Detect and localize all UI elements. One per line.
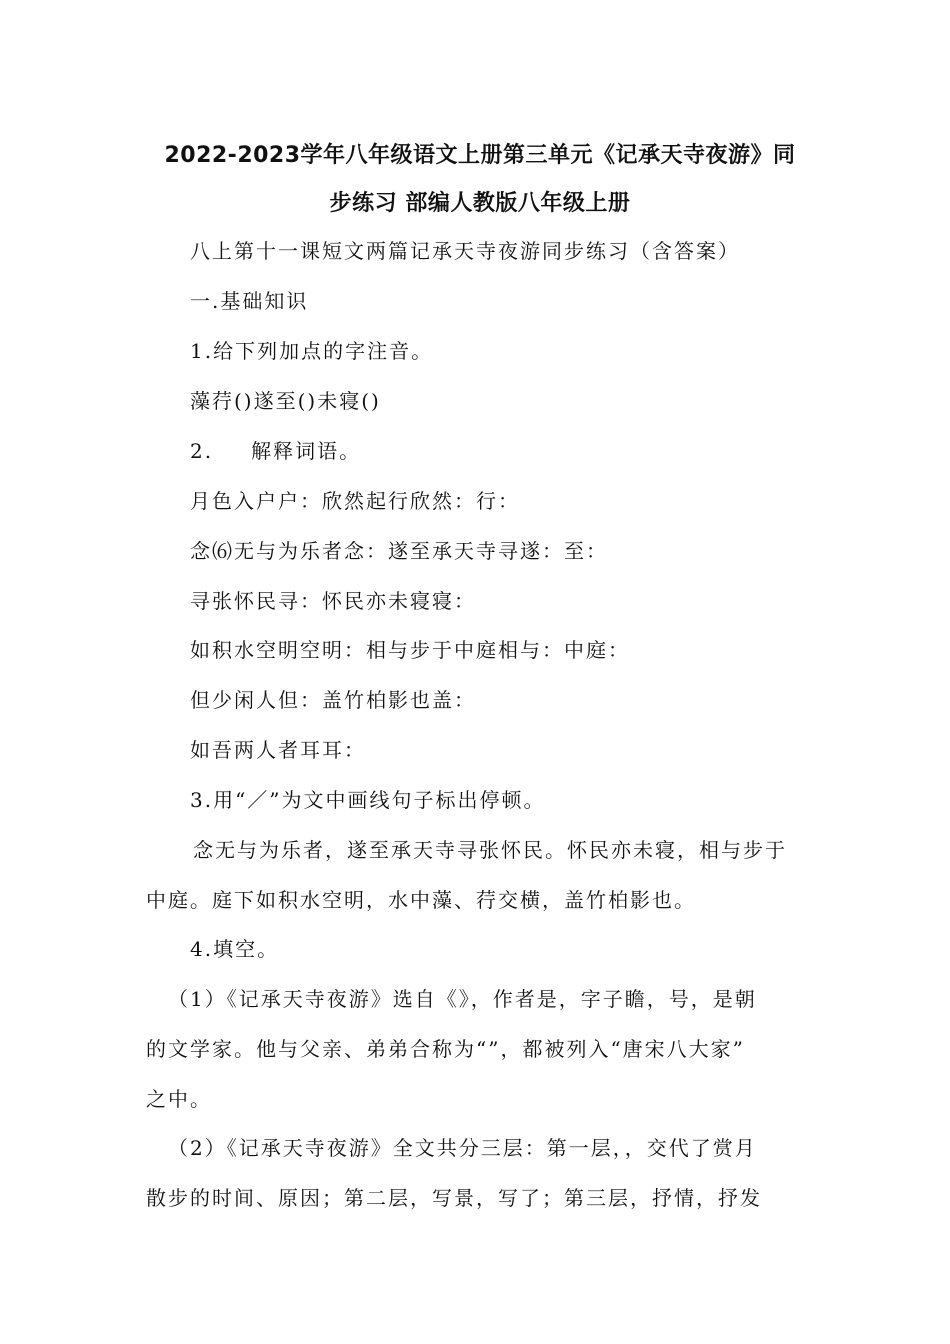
subtitle: 八上第十一课短文两篇记承天寺夜游同步练习（含答案）	[190, 239, 740, 263]
question-4-part-2-line-2: 散步的时间、原因；第二层，写景，写了；第三层，抒情，抒发	[146, 1186, 762, 1210]
question-2-line-3: 寻张怀民寻：怀民亦未寝寝：	[190, 589, 476, 613]
question-1-items: 藻荇()遂至()未寝()	[190, 389, 381, 413]
document-title-line-2: 步练习 部编人教版八年级上册	[329, 191, 631, 216]
question-4-part-1-line-3: 之中。	[146, 1087, 212, 1111]
section-heading-basics: 一.基础知识	[190, 289, 309, 313]
question-2-line-5: 但少闲人但：盖竹柏影也盖：	[190, 688, 476, 712]
question-2-text: 解释词语。	[251, 439, 362, 463]
question-3: 3.用“／”为文中画线句子标出停顿。	[190, 788, 546, 812]
question-2-line-2: 念⑹无与为乐者念：遂至承天寺寻遂：至：	[190, 539, 608, 563]
question-3-passage-line-1: 念无与为乐者，遂至承天寺寻张怀民。怀民亦未寝，相与步于	[193, 838, 787, 862]
question-2-line-1: 月色入户户：欣然起行欣然：行：	[190, 489, 520, 513]
question-2-line-4: 如积水空明空明：相与步于中庭相与：中庭：	[190, 638, 630, 662]
question-2-line-6: 如吾两人者耳耳：	[190, 738, 366, 762]
question-3-passage-line-2: 中庭。庭下如积水空明，水中藻、荇交横，盖竹柏影也。	[146, 888, 696, 912]
question-4-part-2-line-1: （2）《记承天寺夜游》全文共分三层：第一层，，交代了赏月	[168, 1136, 757, 1160]
question-4-part-1-line-2: 的文学家。他与父亲、弟弟合称为“”，都被列入“唐宋八大家”	[146, 1037, 745, 1061]
question-2	[190, 437, 361, 465]
question-2-number: 2.	[190, 439, 214, 463]
document-title-line-1: 2022-2023学年八年级语文上册第三单元《记承天寺夜游》同	[164, 143, 796, 168]
question-4-part-1-line-1: （1）《记承天寺夜游》选自《》，作者是，字子瞻，号，是朝	[168, 987, 757, 1011]
question-4: 4.填空。	[190, 937, 280, 961]
question-1: 1.给下列加点的字注音。	[190, 339, 434, 363]
